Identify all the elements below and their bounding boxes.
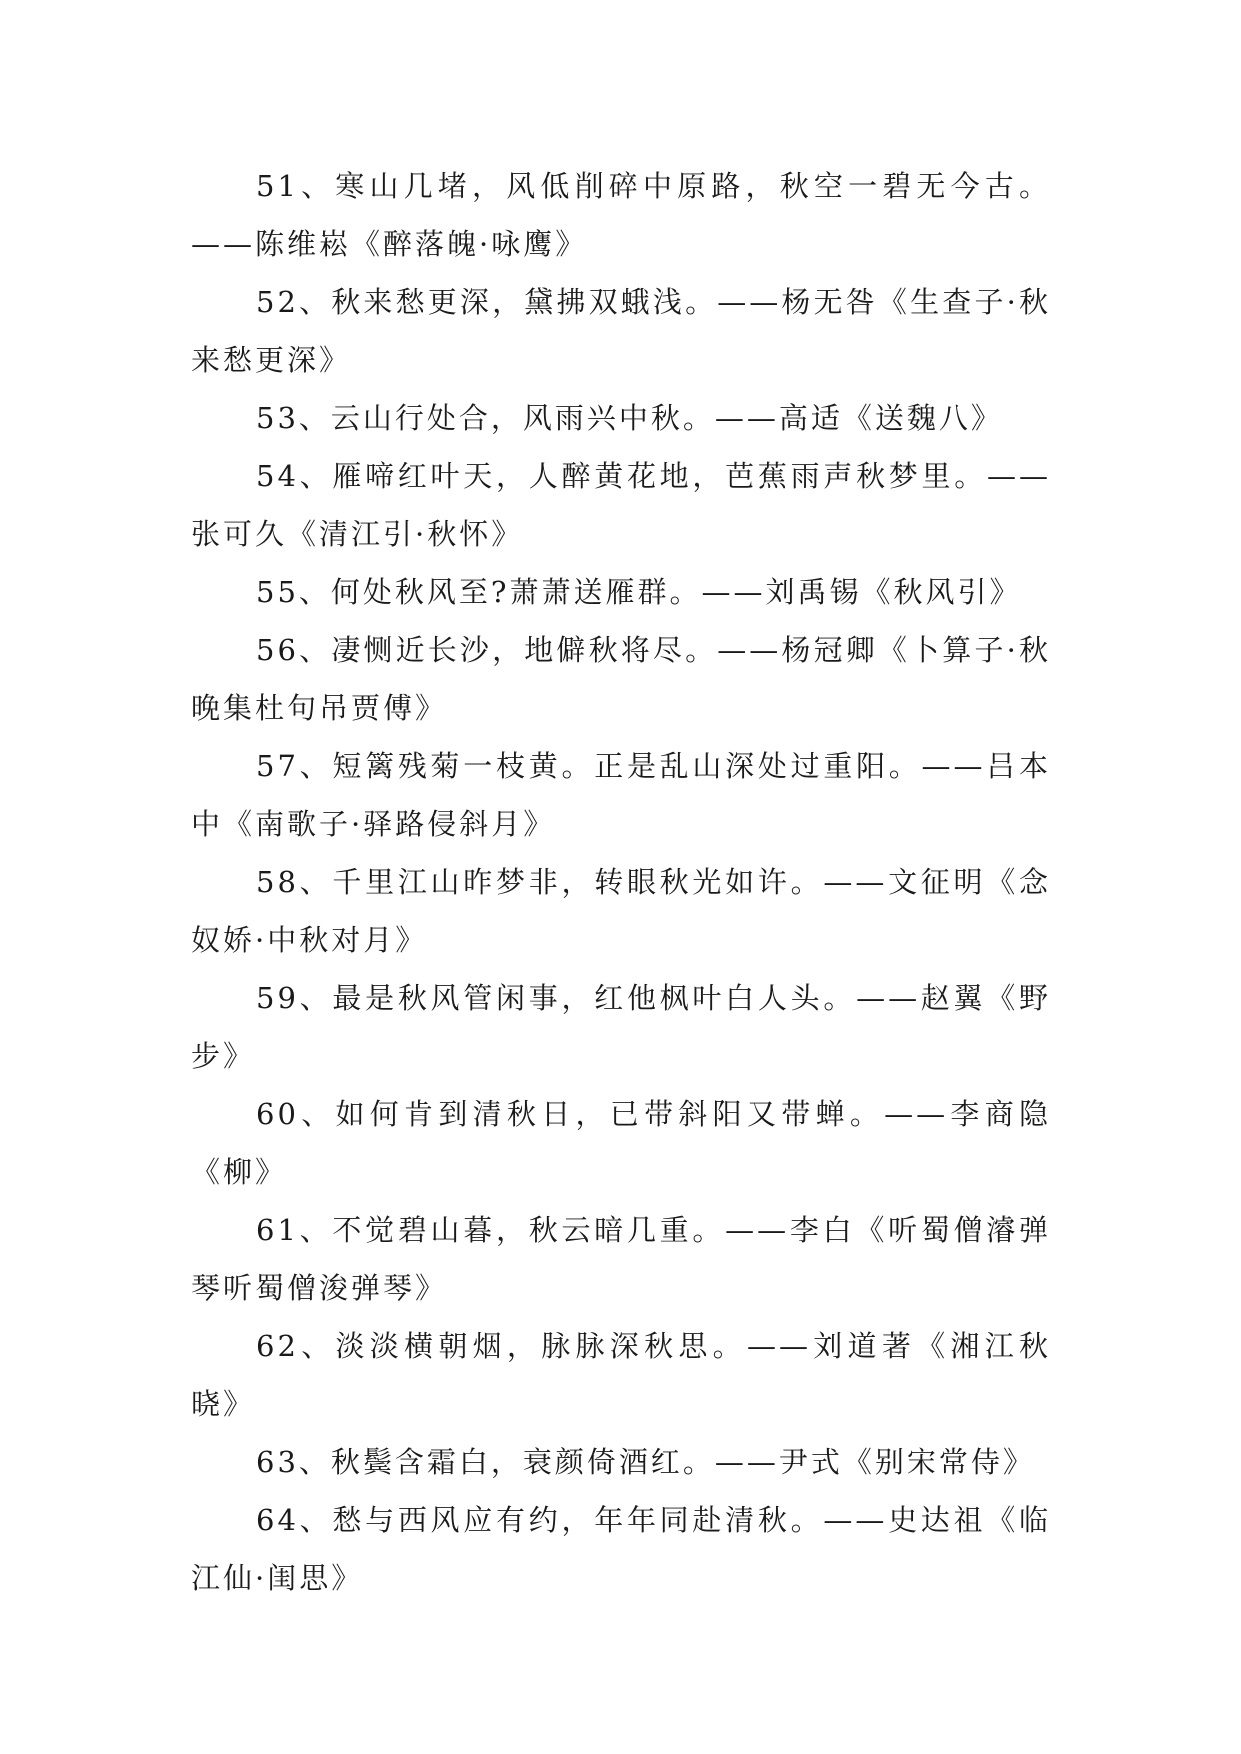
poem-line-53: 53、云山行处合，风雨兴中秋。——高适《送魏八》	[256, 401, 1003, 435]
poem-line-60: 60、如何肯到清秋日，已带斜阳又带蝉。——李商隐《柳》	[191, 1097, 1051, 1189]
poem-list	[191, 157, 1051, 1607]
poem-line-59: 59、最是秋风管闲事，红他枫叶白人头。——赵翼《野步》	[191, 981, 1051, 1073]
poem-line-58: 58、千里江山昨梦非，转眼秋光如许。——文征明《念奴娇·中秋对月》	[191, 865, 1051, 957]
poem-line-54: 54、雁啼红叶天，人醉黄花地，芭蕉雨声秋梦里。——张可久《清江引·秋怀》	[191, 459, 1051, 551]
poem-line-64: 64、愁与西风应有约，年年同赴清秋。——史达祖《临江仙·闺思》	[191, 1503, 1051, 1595]
poem-line-52: 52、秋来愁更深，黛拂双蛾浅。——杨无咎《生查子·秋来愁更深》	[191, 285, 1051, 377]
poem-line-55: 55、何处秋风至?萧萧送雁群。——刘禹锡《秋风引》	[256, 575, 1022, 609]
poem-line-57: 57、短篱残菊一枝黄。正是乱山深处过重阳。——吕本中《南歌子·驿路侵斜月》	[191, 749, 1051, 841]
poem-line-62: 62、淡淡横朝烟，脉脉深秋思。——刘道著《湘江秋晓》	[191, 1329, 1051, 1421]
poem-line-61: 61、不觉碧山暮，秋云暗几重。——李白《听蜀僧濬弹琴听蜀僧浚弹琴》	[191, 1213, 1051, 1305]
poem-line-51: 51、寒山几堵，风低削碎中原路，秋空一碧无今古。——陈维崧《醉落魄·咏鹰》	[191, 169, 1051, 261]
poem-line-63: 63、秋鬓含霜白，衰颜倚酒红。——尹式《别宋常侍》	[256, 1445, 1035, 1479]
poem-line-56: 56、凄恻近长沙，地僻秋将尽。——杨冠卿《卜算子·秋晚集杜句吊贾傅》	[191, 633, 1051, 725]
